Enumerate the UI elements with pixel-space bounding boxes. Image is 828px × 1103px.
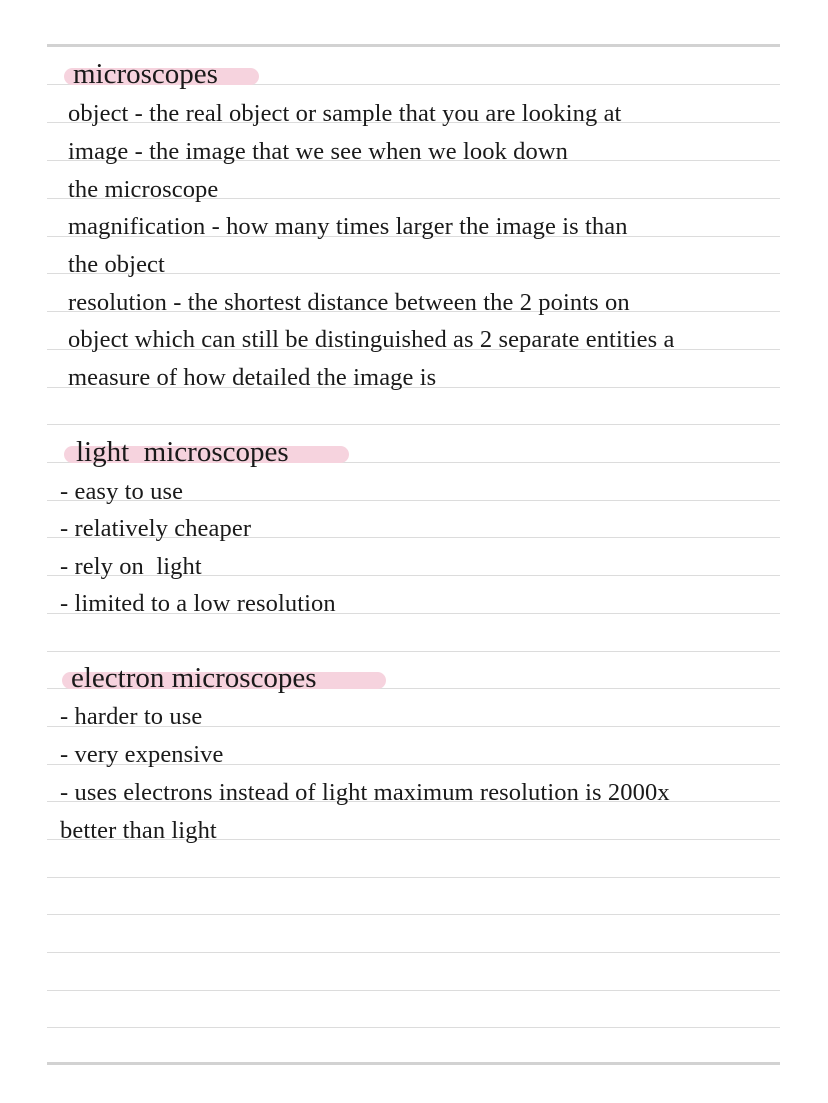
note-line: - relatively cheaper [60,515,252,542]
note-line: magnification - how many times larger the image is than [68,213,628,240]
note-line: resolution - the shortest distance between the 2 points on [68,289,630,316]
ruled-line [47,914,780,915]
section-heading-electron-microscopes [71,664,317,693]
ruled-line [47,1027,780,1028]
note-line: measure of how detailed the image is [68,364,437,391]
note-line: the microscope [68,176,219,203]
note-line: object - the real object or sample that you are looking at [68,100,622,127]
ruled-line [47,424,780,425]
ruled-line [47,990,780,991]
ruled-line [47,952,780,953]
note-line: the object [68,251,165,278]
note-line: - rely on light [60,553,202,580]
heading-text: electron microscopes [71,662,317,694]
note-line: - harder to use [60,703,203,730]
note-line: - limited to a low resolution [60,590,336,617]
note-line: better than light [60,817,217,844]
ruled-line [47,651,780,652]
heading-text: microscopes [73,58,218,90]
note-line: - easy to use [60,478,184,505]
bottom-rule [47,1062,780,1065]
section-heading-microscopes [73,60,218,89]
ruled-line [47,877,780,878]
note-line: image - the image that we see when we look down [68,138,568,165]
section-heading-light-microscopes [76,438,289,467]
heading-text: light microscopes [76,436,289,468]
note-line: - very expensive [60,741,224,768]
top-rule [47,44,780,47]
note-line: - uses electrons instead of light maximum resolution is 2000x [60,779,670,806]
note-line: object which can still be distinguished as 2 separate entities a [68,326,675,353]
